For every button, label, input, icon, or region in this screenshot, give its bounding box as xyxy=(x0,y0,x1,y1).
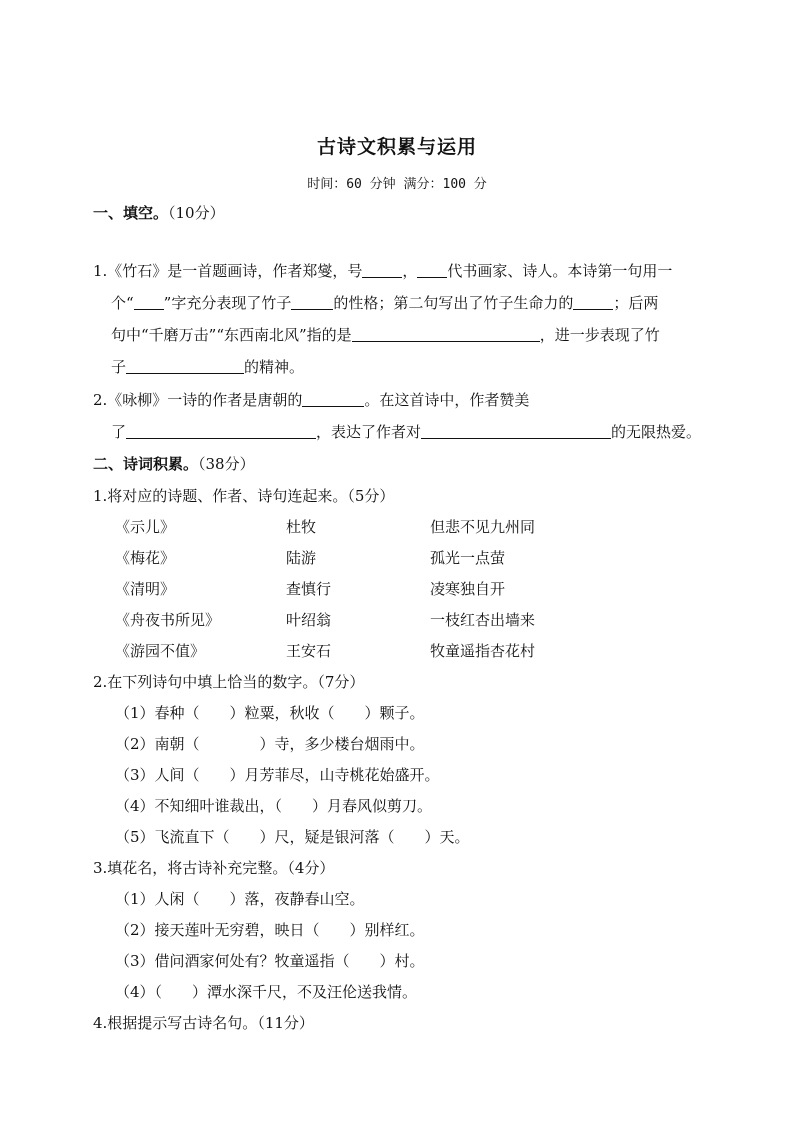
blank-praise[interactable] xyxy=(126,423,316,439)
number-fill-item[interactable]: （1）春种（ ）粒粟，秋收（ ）颗子。 xyxy=(115,704,425,722)
flower-fill-item[interactable]: （1）人闲（ ）落，夜静春山空。 xyxy=(115,890,365,908)
section-1-heading xyxy=(93,203,225,223)
number-fill-item[interactable]: （4）不知细叶谁裁出，（ ）月春风似剪刀。 xyxy=(115,797,433,815)
blank-refers-to[interactable] xyxy=(352,326,540,342)
section-2-score: （38分） xyxy=(198,455,255,473)
blank-key-word[interactable] xyxy=(134,294,164,310)
blank-poet[interactable] xyxy=(302,391,364,407)
poem-verse[interactable]: 但悲不见九州同 xyxy=(430,518,536,536)
poem-author[interactable]: 查慎行 xyxy=(286,580,332,598)
s1-q2-line-2: 了 ，表达了作者对 的无限热爱。 xyxy=(111,423,702,441)
poem-author[interactable]: 陆游 xyxy=(286,549,317,567)
poem-title[interactable]: 《示儿》 xyxy=(115,518,176,536)
s2-q3-label: 3.填花名，将古诗补充完整。（4分） xyxy=(93,859,335,877)
blank-vitality[interactable] xyxy=(573,294,613,310)
number-fill-item[interactable]: （2）南朝（ ）寺，多少楼台烟雨中。 xyxy=(115,735,425,753)
section-2-title: 二、诗词积累。 xyxy=(93,455,199,473)
section-2-heading xyxy=(93,454,255,474)
s2-q2-label: 2.在下列诗句中填上恰当的数字。（7分） xyxy=(93,673,365,691)
section-1-score: （10分） xyxy=(168,204,225,222)
poem-title[interactable]: 《清明》 xyxy=(115,580,176,598)
poem-title[interactable]: 《游园不值》 xyxy=(115,642,206,660)
blank-character[interactable] xyxy=(291,294,333,310)
poem-author[interactable]: 叶绍翁 xyxy=(286,611,332,629)
s1-q1-line-2: 个“ ”字充分表现了竹子 的性格；第二句写出了竹子生命力的 ；后两 xyxy=(111,294,659,312)
s1-q1-line-3: 句中“千磨万击”“东西南北风”指的是 ，进一步表现了竹 xyxy=(111,326,660,344)
page-title: 古诗文积累与运用 xyxy=(316,136,477,158)
s2-q1-label: 1.将对应的诗题、作者、诗句连起来。（5分） xyxy=(93,487,395,505)
blank-dynasty[interactable] xyxy=(417,262,447,278)
s2-q4-label: 4.根据提示写古诗名句。（11分） xyxy=(93,1014,314,1032)
exam-meta: 时间：60 分钟 满分：100 分 xyxy=(307,177,487,192)
s1-q2-line-1: 2.《咏柳》一诗的作者是唐朝的 。在这首诗中，作者赞美 xyxy=(93,391,530,409)
flower-fill-item[interactable]: （2）接天莲叶无穷碧，映日（ ）别样红。 xyxy=(115,921,425,939)
number-fill-item[interactable]: （5）飞流直下（ ）尺，疑是银河落（ ）天。 xyxy=(115,828,470,846)
s1-q1-line-4: 子 的精神。 xyxy=(111,358,305,376)
poem-verse[interactable]: 牧童遥指杏花村 xyxy=(430,642,536,660)
poem-title[interactable]: 《梅花》 xyxy=(115,549,176,567)
poem-verse[interactable]: 凌寒独自开 xyxy=(430,580,506,598)
flower-fill-item[interactable]: （4）（ ）潭水深千尺，不及汪伦送我情。 xyxy=(115,983,418,1001)
s1-q1-line-1: 1.《竹石》是一首题画诗，作者郑燮，号 ， 代书画家、诗人。本诗第一句用一 xyxy=(93,262,673,280)
blank-spirit[interactable] xyxy=(126,358,244,374)
poem-verse[interactable]: 孤光一点萤 xyxy=(430,549,506,567)
blank-love[interactable] xyxy=(421,423,611,439)
poem-title[interactable]: 《舟夜书所见》 xyxy=(115,611,221,629)
section-1-title: 一、填空。 xyxy=(93,204,169,222)
number-fill-item[interactable]: （3）人间（ ）月芳菲尽，山寺桃花始盛开。 xyxy=(115,766,440,784)
poem-author[interactable]: 杜牧 xyxy=(286,518,317,536)
poem-verse[interactable]: 一枝红杏出墙来 xyxy=(430,611,536,629)
poem-author[interactable]: 王安石 xyxy=(286,642,332,660)
blank-hao[interactable] xyxy=(362,262,402,278)
flower-fill-item[interactable]: （3）借问酒家何处有？牧童遥指（ ）村。 xyxy=(115,952,425,970)
